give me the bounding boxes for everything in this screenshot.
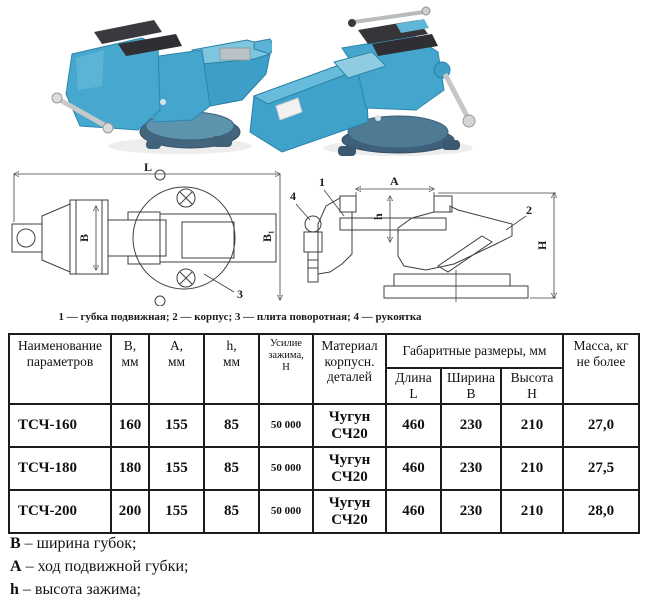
header-mass: Масса, кг не более xyxy=(563,334,639,404)
a-cell: 155 xyxy=(149,447,204,490)
height-cell: 210 xyxy=(501,490,563,533)
dim-label-L: L xyxy=(144,162,153,174)
model-name-cell: ТСЧ-180 xyxy=(9,447,111,490)
dimension-legend xyxy=(10,534,188,600)
dim-label-H: H xyxy=(535,240,549,250)
a-cell: 155 xyxy=(149,404,204,447)
part-label-body: 2 xyxy=(526,203,532,217)
legend-desc: – ход подвижной губки; xyxy=(25,558,189,575)
force-cell: 50 000 xyxy=(259,447,313,490)
header-a: А, мм xyxy=(149,334,204,404)
model-name-cell: ТСЧ-200 xyxy=(9,490,111,533)
part-label-jaw: 1 xyxy=(319,175,325,189)
header-overall-dims: Габаритные размеры, мм xyxy=(386,334,563,368)
material-cell: Чугун СЧ20 xyxy=(313,490,386,533)
force-cell: 50 000 xyxy=(259,490,313,533)
part-label-plate: 3 xyxy=(237,287,243,301)
height-cell: 210 xyxy=(501,447,563,490)
dim-label-B: B xyxy=(77,233,91,242)
legend-term: h xyxy=(10,581,19,598)
table-row xyxy=(9,404,639,447)
b-cell: 200 xyxy=(111,490,149,533)
mass-cell: 27,0 xyxy=(563,404,639,447)
material-cell: Чугун СЧ20 xyxy=(313,404,386,447)
model-name-cell: ТСЧ-160 xyxy=(9,404,111,447)
width-cell: 230 xyxy=(441,447,501,490)
header-h: h, мм xyxy=(204,334,259,404)
legend-term: А xyxy=(10,558,22,575)
dim-label-B1: B₁ xyxy=(260,230,274,242)
table-row xyxy=(9,490,639,533)
b-cell: 160 xyxy=(111,404,149,447)
mass-cell: 27,5 xyxy=(563,447,639,490)
drawing-top-view xyxy=(8,162,293,306)
vise-photo-rear xyxy=(246,0,494,162)
drawing-side-view xyxy=(286,162,564,306)
spec-table xyxy=(8,333,640,534)
header-height: Высота H xyxy=(501,368,563,404)
header-material: Материал корпусн. деталей xyxy=(313,334,386,404)
header-length: Длина L xyxy=(386,368,441,404)
h-cell: 85 xyxy=(204,447,259,490)
legend-item-h xyxy=(10,580,188,600)
legend-term: В xyxy=(10,535,21,552)
force-cell: 50 000 xyxy=(259,404,313,447)
width-cell: 230 xyxy=(441,404,501,447)
a-cell: 155 xyxy=(149,490,204,533)
legend-item-A xyxy=(10,557,188,577)
legend-desc: – ширина губок; xyxy=(24,535,137,552)
width-cell: 230 xyxy=(441,490,501,533)
header-b: В, мм xyxy=(111,334,149,404)
mass-cell: 28,0 xyxy=(563,490,639,533)
header-name: Наименование параметров xyxy=(9,334,111,404)
length-cell: 460 xyxy=(386,404,441,447)
h-cell: 85 xyxy=(204,404,259,447)
dim-label-A: A xyxy=(390,174,399,188)
b-cell: 180 xyxy=(111,447,149,490)
length-cell: 460 xyxy=(386,490,441,533)
figure-caption: 1 — губка подвижная; 2 — корпус; 3 — плита поворотная; 4 — рукоятка xyxy=(58,311,422,323)
table-row xyxy=(9,447,639,490)
h-cell: 85 xyxy=(204,490,259,533)
header-width: Ширина B xyxy=(441,368,501,404)
height-cell: 210 xyxy=(501,404,563,447)
part-label-handle: 4 xyxy=(290,189,296,203)
legend-item-B xyxy=(10,534,188,554)
vise-photo-front xyxy=(42,2,272,160)
material-cell: Чугун СЧ20 xyxy=(313,447,386,490)
legend-desc: – высота зажима; xyxy=(22,581,141,598)
length-cell: 460 xyxy=(386,447,441,490)
dim-label-h: h xyxy=(371,213,385,220)
header-force: Усилие зажима, Н xyxy=(259,334,313,404)
